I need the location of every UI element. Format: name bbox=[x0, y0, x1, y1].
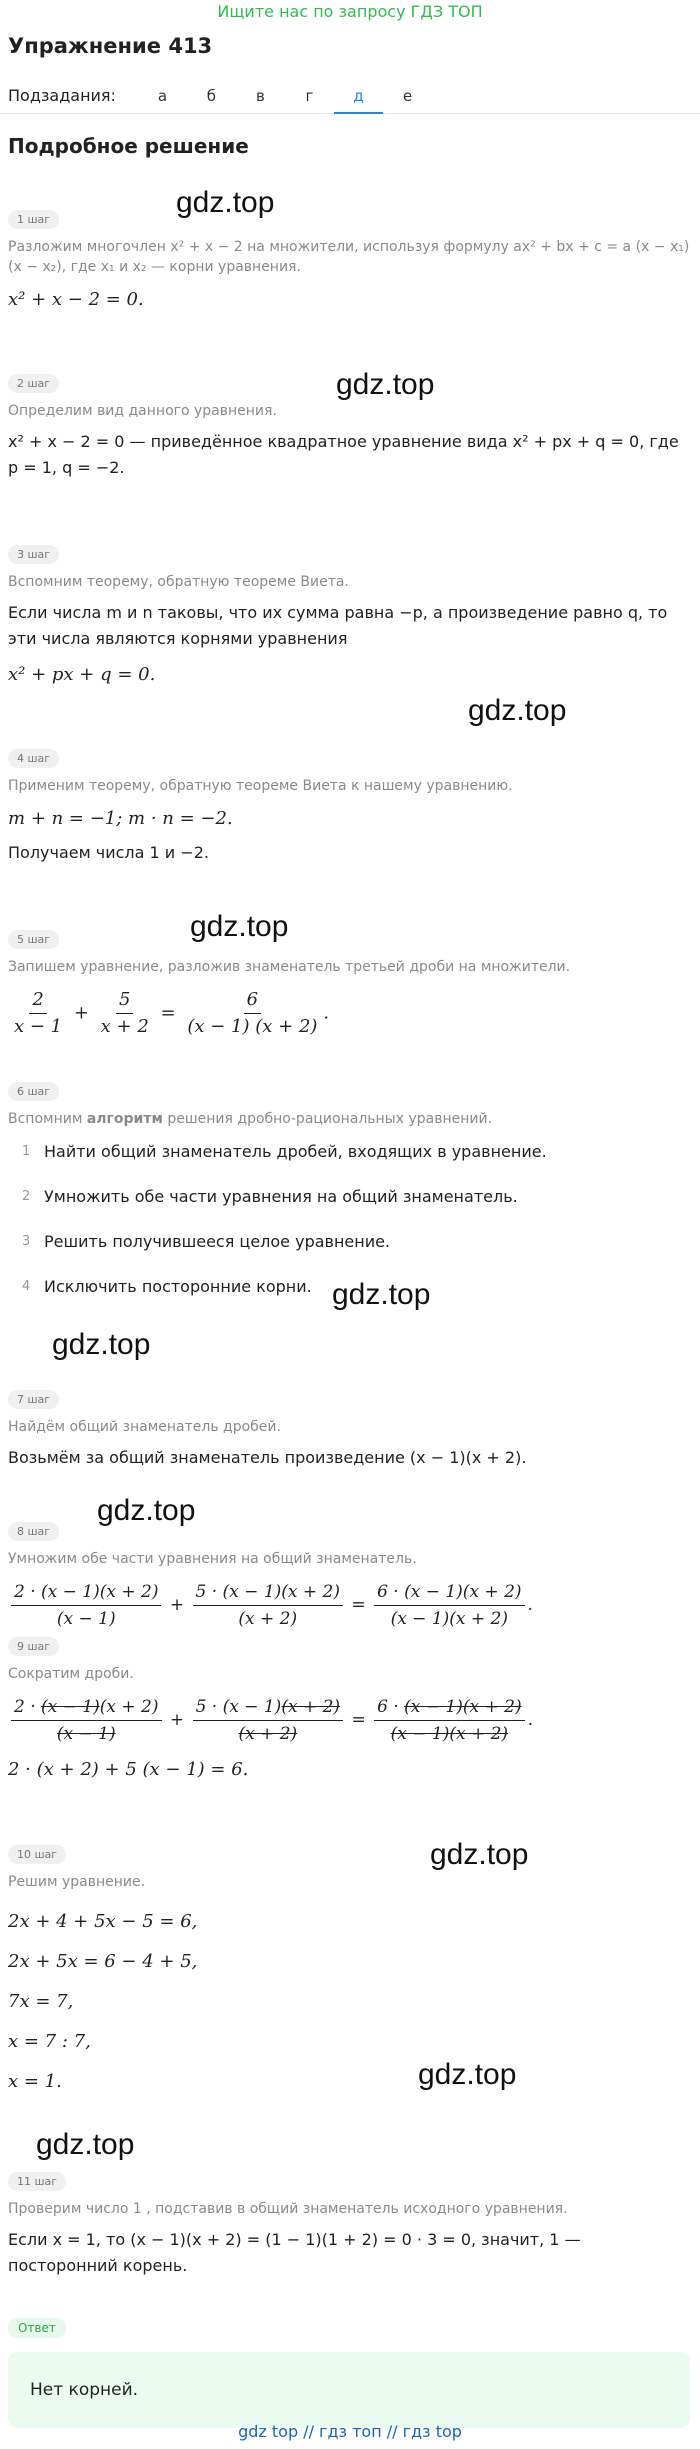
step-6 bbox=[8, 1080, 690, 1309]
step-text: Если x = 1, то (x − 1)(x + 2) = (1 − 1)(1 + 2) = 0 · 3 = 0, значит, 1 — посторонний корень. bbox=[8, 2230, 581, 2275]
step-4 bbox=[8, 747, 690, 866]
subtasks-label: Подзадания: bbox=[8, 86, 116, 105]
step-equation: $\frac{2 \cdot (x - 1)(x + 2)}{(x - 1)}$ + $\frac{5 \cdot (x - 1)(x + 2)}{(x + 2)}$ = $\frac{6 \cdot (x - 1)(x + 2)}{(x - 1)(x + 2)}$ . bbox=[8, 1579, 690, 1632]
step-hint: Решим уравнение. bbox=[8, 1874, 146, 1890]
step-1 bbox=[8, 208, 690, 313]
step-badge: 8 шаг bbox=[8, 1522, 59, 1541]
page-title: Упражнение 413 bbox=[8, 34, 213, 58]
watermark: gdz.top bbox=[190, 910, 289, 943]
list-item: 3 Решить получившееся целое уравнение. bbox=[22, 1232, 391, 1251]
watermark: gdz.top bbox=[468, 694, 567, 727]
watermark: gdz.top bbox=[36, 2128, 135, 2161]
list-item: 4 Исключить посторонние корни. bbox=[22, 1277, 312, 1296]
step-badge: 9 шаг bbox=[8, 1637, 59, 1656]
step-11 bbox=[8, 2170, 690, 2279]
step-math: m + n = −1; m · n = −2. bbox=[8, 808, 233, 829]
answer-block bbox=[8, 2317, 690, 2428]
watermark: gdz.top bbox=[176, 186, 275, 219]
answer-box: Нет корней. bbox=[8, 2352, 690, 2428]
step-equation: $\frac{2 \cdot (x - 1)(x + 2)}{(x - 1)}$ + $\frac{5 \cdot (x - 1)(x + 2)}{(x + 2)}$ = $\frac{6 \cdot (x - 1)(x + 2)}{(x - 1)(x + 2)}$ . bbox=[8, 1694, 690, 1747]
search-banner: Ищите нас по запросу ГДЗ ТОП bbox=[217, 2, 483, 21]
step-hint: Запишем уравнение, разложив знаменатель третьей дроби на множители. bbox=[8, 959, 571, 975]
watermark: gdz.top bbox=[97, 1494, 196, 1527]
step-badge: 6 шаг bbox=[8, 1082, 59, 1101]
step-hint: Вспомним алгоритм решения дробно-рациональных уравнений. bbox=[8, 1111, 493, 1127]
step-text: Возьмём за общий знаменатель произведение (x − 1)(x + 2). bbox=[8, 1448, 527, 1467]
step-text: Получаем числа 1 и −2. bbox=[8, 843, 209, 862]
tab-g[interactable]: г bbox=[305, 86, 314, 105]
step-badge: 3 шаг bbox=[8, 545, 59, 564]
step-text: x² + x − 2 = 0 — приведённое квадратное уравнение вида x² + px + q = 0, где p = 1, q = −2. bbox=[8, 432, 679, 477]
tab-b[interactable]: б bbox=[206, 86, 217, 105]
step-text: Если числа m и n таковы, что их сумма равна −p, а произведение равно q, то эти числа являются корнями уравнения bbox=[8, 603, 668, 648]
watermark: gdz.top bbox=[418, 2058, 517, 2091]
step-math: x² + x − 2 = 0. bbox=[8, 289, 144, 310]
section-title: Подробное решение bbox=[8, 134, 249, 158]
tab-a[interactable]: а bbox=[157, 86, 168, 105]
step-hint: Сократим дроби. bbox=[8, 1666, 134, 1682]
footer-links[interactable]: gdz top // гдз топ // гдз top bbox=[238, 2422, 462, 2441]
watermark: gdz.top bbox=[336, 368, 435, 401]
answer-badge: Ответ bbox=[8, 2318, 66, 2338]
step-10 bbox=[8, 1843, 690, 2102]
solution-lines: 2x + 4 + 5x − 5 = 6, 2x + 5x = 6 − 4 + 5, 7x = 7, x = 7 : 7, x = 1. bbox=[8, 1911, 198, 2092]
step-badge: 4 шаг bbox=[8, 749, 59, 768]
watermark: gdz.top bbox=[332, 1278, 431, 1311]
step-badge: 2 шаг bbox=[8, 374, 59, 393]
tab-d[interactable]: д bbox=[334, 78, 383, 114]
step-hint: Умножим обе части уравнения на общий знаменатель. bbox=[8, 1551, 417, 1567]
step-hint: Разложим многочлен x² + x − 2 на множители, используя формулу ax² + bx + c = a (x − x₁) (x − x₂), где x₁ и x₂ — корни уравнения. bbox=[8, 239, 690, 275]
step-equation: $\frac{2}{x - 1}$ + $\frac{5}{x + 2}$ = $\frac{6}{(x - 1) (x + 2)}$ . bbox=[14, 989, 330, 1037]
step-badge: 10 шаг bbox=[8, 1845, 66, 1864]
step-math: 2 · (x + 2) + 5 (x − 1) = 6. bbox=[8, 1759, 249, 1780]
step-badge: 7 шаг bbox=[8, 1390, 59, 1409]
step-badge: 11 шаг bbox=[8, 2172, 66, 2191]
step-badge: 5 шаг bbox=[8, 930, 59, 949]
step-math: x² + px + q = 0. bbox=[8, 664, 156, 685]
list-item: 2 Умножить обе части уравнения на общий знаменатель. bbox=[22, 1187, 518, 1206]
step-hint: Применим теорему, обратную теореме Виета к нашему уравнению. bbox=[8, 778, 513, 794]
step-9 bbox=[8, 1635, 690, 1783]
step-hint: Найдём общий знаменатель дробей. bbox=[8, 1419, 281, 1435]
step-badge: 1 шаг bbox=[8, 210, 59, 229]
step-hint: Вспомним теорему, обратную теореме Виета. bbox=[8, 574, 349, 590]
step-3 bbox=[8, 543, 690, 688]
step-hint: Проверим число 1 , подставив в общий знаменатель исходного уравнения. bbox=[8, 2201, 568, 2217]
step-5 bbox=[8, 928, 690, 1040]
step-hint: Определим вид данного уравнения. bbox=[8, 403, 277, 419]
tab-v[interactable]: в bbox=[256, 86, 265, 105]
list-item: 1 Найти общий знаменатель дробей, входящих в уравнение. bbox=[22, 1142, 547, 1161]
subtasks-bar bbox=[0, 78, 700, 114]
step-7 bbox=[8, 1388, 690, 1471]
watermark: gdz.top bbox=[52, 1328, 151, 1361]
watermark: gdz.top bbox=[430, 1838, 529, 1871]
step-8 bbox=[8, 1520, 690, 1632]
tab-e[interactable]: е bbox=[402, 86, 413, 105]
